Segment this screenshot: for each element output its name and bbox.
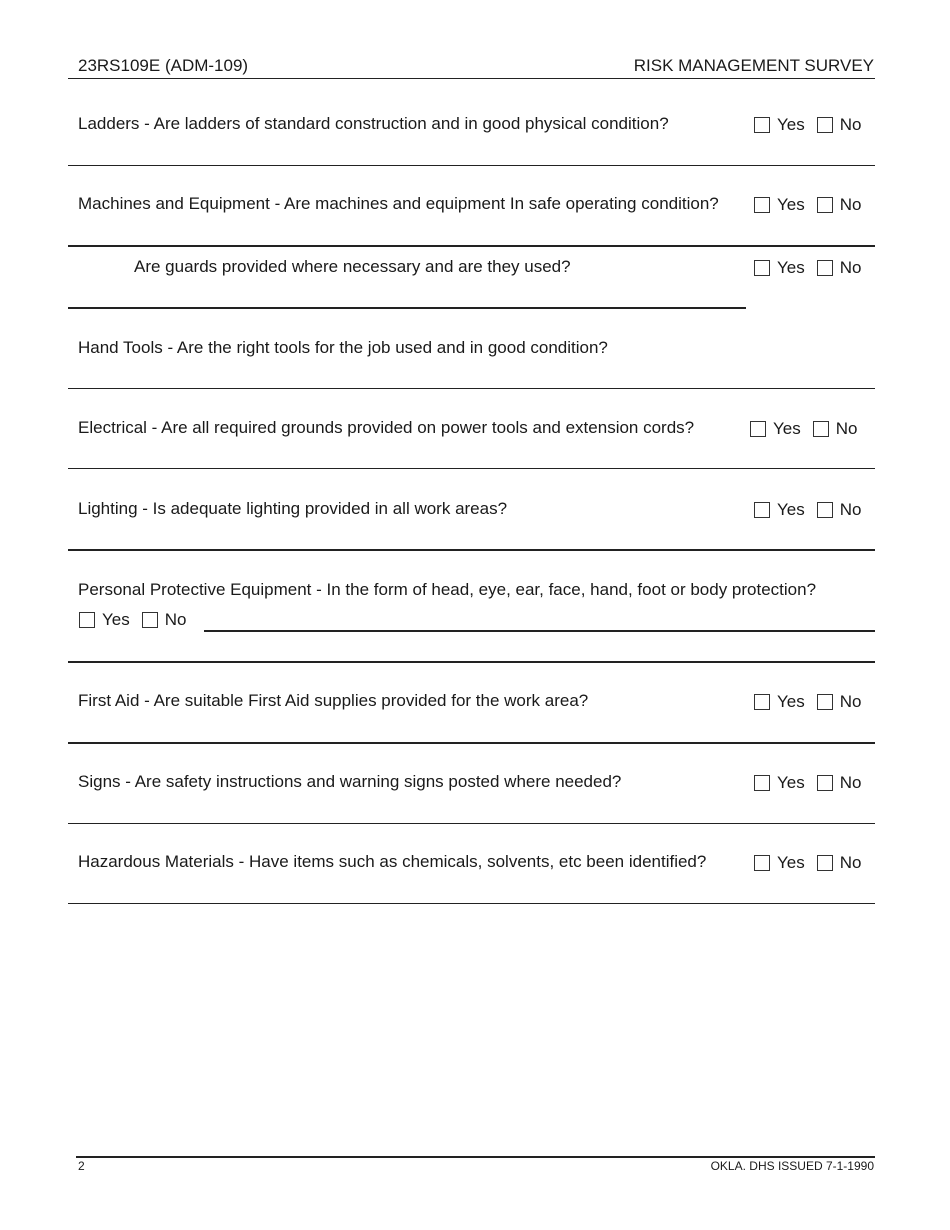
yes-label: Yes — [777, 115, 805, 134]
yes-label: Yes — [777, 258, 805, 277]
ladders-no-checkbox[interactable] — [817, 117, 833, 133]
guards-yes-checkbox[interactable] — [754, 260, 770, 276]
question-hand-tools: Hand Tools - Are the right tools for the job used and in good condition? — [78, 338, 608, 357]
question-electrical: Electrical - Are all required grounds provided on power tools and extension cords? — [78, 418, 695, 437]
divider — [68, 823, 875, 824]
no-label: No — [839, 692, 862, 711]
hazardous-yes-checkbox[interactable] — [754, 855, 770, 871]
answer-electrical — [750, 419, 857, 439]
issued-note: OKLA. DHS ISSUED 7-1-1990 — [710, 1159, 874, 1173]
guards-no-checkbox[interactable] — [817, 260, 833, 276]
page-number: 2 — [78, 1159, 85, 1173]
question-machines: Machines and Equipment - Are machines and equipment In safe operating condition? — [78, 194, 719, 213]
lighting-no-checkbox[interactable] — [817, 502, 833, 518]
no-label: No — [835, 419, 858, 438]
ladders-yes-checkbox[interactable] — [754, 117, 770, 133]
lighting-yes-checkbox[interactable] — [754, 502, 770, 518]
no-label: No — [839, 853, 862, 872]
question-signs: Signs - Are safety instructions and warning signs posted where needed? — [78, 772, 622, 791]
answer-hazardous-materials — [754, 853, 861, 873]
no-label: No — [839, 258, 862, 277]
machines-yes-checkbox[interactable] — [754, 197, 770, 213]
ppe-no-checkbox[interactable] — [142, 612, 158, 628]
hazardous-no-checkbox[interactable] — [817, 855, 833, 871]
first-aid-yes-checkbox[interactable] — [754, 694, 770, 710]
yes-label: Yes — [102, 610, 130, 629]
electrical-no-checkbox[interactable] — [813, 421, 829, 437]
yes-label: Yes — [773, 419, 801, 438]
footer-rule — [76, 1156, 875, 1158]
divider — [68, 245, 875, 247]
electrical-yes-checkbox[interactable] — [750, 421, 766, 437]
no-label: No — [164, 610, 187, 629]
first-aid-no-checkbox[interactable] — [817, 694, 833, 710]
answer-ladders — [754, 115, 861, 135]
divider — [68, 661, 875, 663]
no-label: No — [839, 773, 862, 792]
question-lighting: Lighting - Is adequate lighting provided in all work areas? — [78, 499, 508, 518]
divider — [68, 165, 875, 166]
signs-yes-checkbox[interactable] — [754, 775, 770, 791]
answer-lighting — [754, 500, 861, 520]
no-label: No — [839, 195, 862, 214]
question-ppe: Personal Protective Equipment - In the form of head, eye, ear, face, hand, foot or body protection? — [78, 580, 817, 599]
yes-label: Yes — [777, 773, 805, 792]
yes-label: Yes — [777, 853, 805, 872]
divider — [68, 903, 875, 904]
yes-label: Yes — [777, 195, 805, 214]
divider — [68, 388, 875, 389]
divider — [68, 549, 875, 551]
answer-guards — [754, 258, 861, 278]
ppe-comment-line[interactable] — [204, 630, 875, 632]
no-label: No — [839, 500, 862, 519]
question-first-aid: First Aid - Are suitable First Aid supplies provided for the work area? — [78, 691, 589, 710]
question-ladders: Ladders - Are ladders of standard construction and in good physical condition? — [78, 114, 669, 133]
answer-signs — [754, 773, 861, 793]
signs-no-checkbox[interactable] — [817, 775, 833, 791]
ppe-yes-checkbox[interactable] — [79, 612, 95, 628]
divider — [68, 742, 875, 744]
answer-machines — [754, 195, 861, 215]
divider — [68, 468, 875, 469]
yes-label: Yes — [777, 692, 805, 711]
yes-label: Yes — [777, 500, 805, 519]
answer-ppe — [79, 610, 186, 630]
page-title: RISK MANAGEMENT SURVEY — [633, 56, 874, 75]
question-guards: Are guards provided where necessary and are they used? — [134, 257, 571, 276]
header-rule — [68, 78, 875, 79]
form-id: 23RS109E (ADM-109) — [78, 56, 249, 75]
question-hazardous-materials: Hazardous Materials - Have items such as chemicals, solvents, etc been identified? — [78, 852, 707, 871]
divider — [68, 307, 746, 309]
no-label: No — [839, 115, 862, 134]
answer-first-aid — [754, 692, 861, 712]
machines-no-checkbox[interactable] — [817, 197, 833, 213]
